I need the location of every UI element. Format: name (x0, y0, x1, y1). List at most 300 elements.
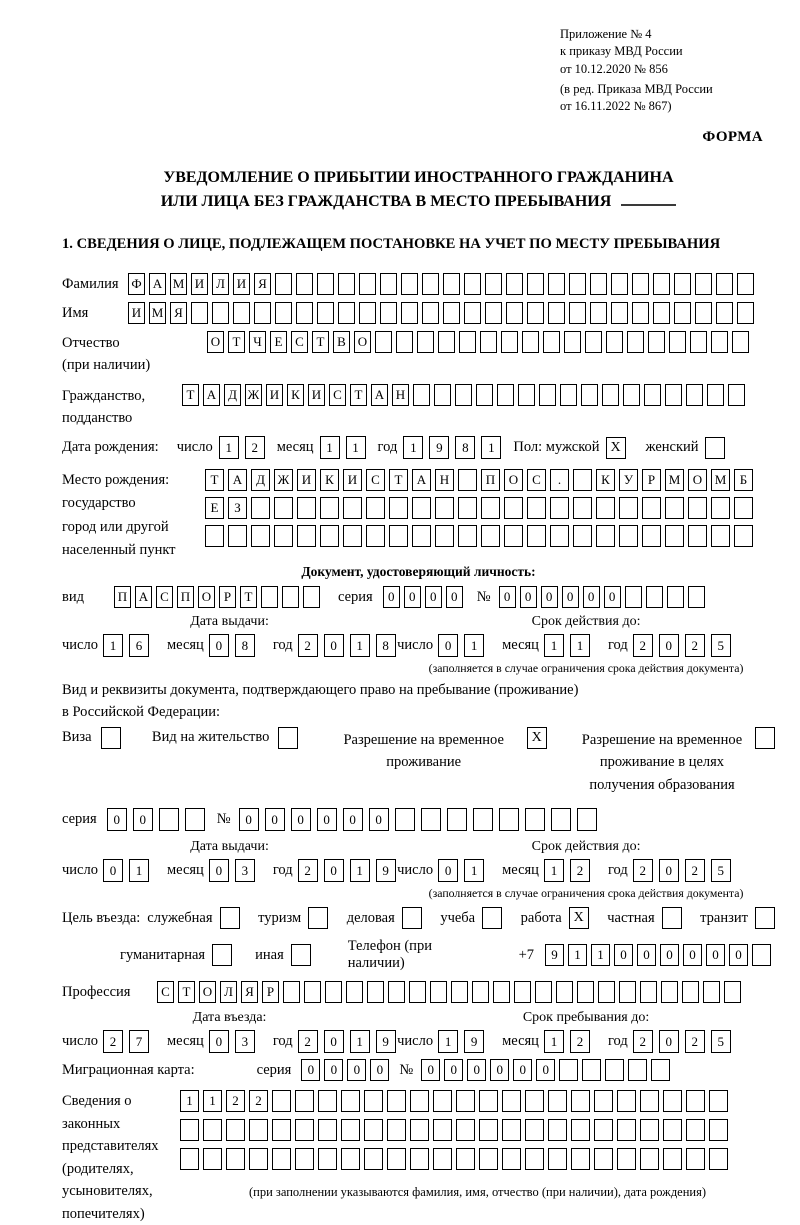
residence-doc-number-cells (239, 808, 603, 831)
char-cell: С (366, 469, 385, 491)
residence-doc-intro-1: Вид и реквизиты документа, подтверждающего право на пребывание (проживание) (62, 682, 579, 698)
birth-place-row-3 (205, 525, 757, 547)
char-cell (410, 1090, 429, 1112)
char-cell (648, 331, 665, 353)
char-cell (686, 384, 703, 406)
stay-month-cells (544, 1030, 596, 1053)
char-cell (387, 1148, 406, 1170)
char-cell (688, 525, 707, 547)
day-label: число (62, 1033, 98, 1050)
representatives-label-line6: попечителях) (62, 1205, 145, 1222)
year-label: год (607, 862, 628, 879)
char-cell: 0 (347, 1059, 366, 1081)
char-cell (499, 808, 519, 831)
option-residence-permit-label: Вид на жительство (151, 729, 270, 745)
char-cell: О (688, 469, 707, 491)
char-cell: В (333, 331, 350, 353)
stay-until-heading: Срок пребывания до: (522, 1010, 650, 1026)
char-cell: 0 (614, 944, 633, 966)
char-cell (602, 384, 619, 406)
char-cell (364, 1119, 383, 1141)
char-cell: 0 (541, 586, 558, 608)
given-name-cells (128, 302, 758, 324)
identity-expiry-day-cells (438, 634, 490, 657)
char-cell: 0 (404, 586, 421, 608)
char-cell: 1 (346, 436, 366, 459)
char-cell: А (149, 273, 166, 295)
char-cell: 1 (464, 859, 484, 882)
month-label: месяц (166, 637, 204, 653)
char-cell (447, 808, 467, 831)
char-cell (185, 808, 205, 831)
char-cell (525, 1119, 544, 1141)
char-cell (380, 273, 397, 295)
char-cell: 8 (455, 436, 475, 459)
char-cell (525, 808, 545, 831)
identity-doc-row (62, 586, 775, 608)
char-cell (317, 302, 334, 324)
migration-card-number-cells (421, 1059, 674, 1081)
appendix-line-2: к приказу МВД России (560, 44, 683, 59)
char-cell: М (665, 469, 684, 491)
birth-place-label-line2: государство (62, 495, 136, 512)
char-cell (667, 586, 684, 608)
identity-issue-row (62, 634, 397, 657)
purpose-other-label: иная (255, 946, 284, 963)
migration-card-row (62, 1059, 775, 1081)
purpose-study (440, 907, 502, 929)
char-cell: 1 (350, 634, 370, 657)
char-cell (304, 981, 321, 1003)
char-cell (409, 981, 426, 1003)
char-cell (375, 331, 392, 353)
char-cell: 0 (659, 1030, 679, 1053)
residence-issue-day-cells (103, 859, 155, 882)
char-cell (274, 497, 293, 519)
purpose-transit-checkbox (755, 907, 775, 929)
char-cell (479, 1148, 498, 1170)
year-label: год (272, 862, 293, 879)
char-cell (275, 302, 292, 324)
char-cell (433, 1090, 452, 1112)
char-cell (485, 302, 502, 324)
char-cell (716, 273, 733, 295)
residence-doc-intro-2: в Российской Федерации: (62, 704, 221, 720)
char-cell (389, 525, 408, 547)
char-cell (734, 497, 753, 519)
char-cell: 2 (245, 436, 265, 459)
char-cell (435, 497, 454, 519)
char-cell: 0 (467, 1059, 486, 1081)
char-cell (455, 384, 472, 406)
char-cell: 1 (180, 1090, 199, 1112)
char-cell: 0 (683, 944, 702, 966)
char-cell (632, 302, 649, 324)
appendix-header (560, 26, 775, 115)
char-cell (606, 331, 623, 353)
purpose-business-label: деловая (346, 909, 395, 926)
visit-purpose-row-2 (120, 938, 775, 972)
migration-card-label: Миграционная карта: (62, 1061, 195, 1078)
char-cell (625, 586, 642, 608)
char-cell (433, 1119, 452, 1141)
char-cell: 1 (568, 944, 587, 966)
sex-male-checkbox: X (606, 437, 626, 459)
residence-issue-year-cells (298, 859, 402, 882)
residence-expiry-month-cells (544, 859, 596, 882)
char-cell: Т (205, 469, 224, 491)
char-cell: С (329, 384, 346, 406)
surname-row (62, 273, 775, 295)
char-cell (522, 331, 539, 353)
char-cell (548, 273, 565, 295)
char-cell: 9 (376, 859, 396, 882)
char-cell (338, 273, 355, 295)
char-cell (438, 331, 455, 353)
char-cell: 0 (209, 1030, 229, 1053)
char-cell: 0 (324, 859, 344, 882)
phone-prefix: +7 (518, 946, 534, 963)
char-cell: Р (642, 469, 661, 491)
char-cell (443, 273, 460, 295)
char-cell: Р (262, 981, 279, 1003)
char-cell (325, 981, 342, 1003)
char-cell (317, 273, 334, 295)
char-cell: Ж (245, 384, 262, 406)
char-cell (320, 497, 339, 519)
residence-doc-series-label: серия (62, 811, 97, 828)
char-cell (711, 525, 730, 547)
char-cell: Д (251, 469, 270, 491)
char-cell: К (596, 469, 615, 491)
char-cell (663, 1148, 682, 1170)
option-visa-label: Виза (62, 729, 92, 745)
char-cell: 1 (129, 859, 149, 882)
char-cell (707, 384, 724, 406)
char-cell (663, 1119, 682, 1141)
char-cell (551, 808, 571, 831)
char-cell (709, 1119, 728, 1141)
char-cell (341, 1148, 360, 1170)
purpose-humanitarian-label: гуманитарная (120, 946, 206, 963)
char-cell: 2 (298, 1030, 318, 1053)
char-cell (632, 273, 649, 295)
purpose-humanitarian-checkbox (212, 944, 232, 966)
form-title-line-2 (62, 190, 775, 214)
sex-female-checkbox (705, 437, 725, 459)
char-cell: 0 (425, 586, 442, 608)
representatives-note: (при заполнении указываются фамилия, имя, отчество (при наличии), дата рождения) (248, 1185, 707, 1200)
char-cell: Я (241, 981, 258, 1003)
char-cell (695, 273, 712, 295)
char-cell: Л (212, 273, 229, 295)
purpose-other (255, 944, 311, 966)
char-cell: 0 (291, 808, 311, 831)
char-cell (703, 981, 720, 1003)
residence-doc-serial-row (62, 808, 775, 831)
char-cell (346, 981, 363, 1003)
purpose-private (607, 907, 681, 929)
option-temp-residence-checkbox: X (527, 727, 547, 749)
char-cell: 0 (583, 586, 600, 608)
representatives-label-line2: законных (62, 1115, 121, 1132)
char-cell (387, 1090, 406, 1112)
char-cell (504, 497, 523, 519)
char-cell: 2 (633, 1030, 653, 1053)
char-cell: Т (228, 331, 245, 353)
char-cell: И (297, 469, 316, 491)
representatives-label-line3: представителях (62, 1138, 159, 1155)
char-cell (251, 525, 270, 547)
birth-place-row-1 (205, 469, 757, 491)
char-cell (493, 981, 510, 1003)
char-cell (669, 331, 686, 353)
char-cell: 2 (685, 634, 705, 657)
char-cell (550, 525, 569, 547)
char-cell (728, 384, 745, 406)
char-cell (548, 1119, 567, 1141)
char-cell (205, 525, 224, 547)
given-name-row (62, 302, 775, 324)
char-cell (550, 497, 569, 519)
char-cell (464, 273, 481, 295)
char-cell (514, 981, 531, 1003)
day-label: число (62, 862, 98, 879)
char-cell (752, 944, 771, 966)
char-cell: 0 (133, 808, 153, 831)
char-cell (480, 331, 497, 353)
char-cell: О (198, 586, 215, 608)
char-cell: П (177, 586, 194, 608)
purpose-work (521, 907, 589, 929)
char-cell (661, 981, 678, 1003)
char-cell: О (354, 331, 371, 353)
birth-date-label: Дата рождения: (62, 439, 159, 456)
char-cell: 0 (324, 1030, 344, 1053)
residence-doc-options (62, 727, 775, 796)
representatives-row-1 (180, 1090, 732, 1112)
char-cell (695, 302, 712, 324)
char-cell: Я (170, 302, 187, 324)
birth-year-cells (403, 436, 507, 459)
surname-label: Фамилия (62, 276, 119, 293)
char-cell: К (287, 384, 304, 406)
char-cell (527, 273, 544, 295)
profession-cells (157, 981, 745, 1003)
birth-place-label-line1: Место рождения: (62, 472, 170, 489)
char-cell: Ф (128, 273, 145, 295)
char-cell (481, 497, 500, 519)
char-cell (716, 302, 733, 324)
option-temp-residence-education-label: Разрешение на временное проживание в целях получения образования (581, 732, 743, 793)
purpose-business (347, 907, 422, 929)
char-cell (261, 586, 278, 608)
char-cell: У (619, 469, 638, 491)
char-cell: 2 (298, 634, 318, 657)
char-cell: И (343, 469, 362, 491)
form-title (62, 166, 775, 214)
char-cell: 0 (301, 1059, 320, 1081)
char-cell: 1 (320, 436, 340, 459)
option-temp-residence-education (578, 727, 775, 796)
char-cell: П (481, 469, 500, 491)
char-cell (180, 1148, 199, 1170)
char-cell: И (266, 384, 283, 406)
identity-expiry-row (397, 634, 775, 657)
birth-place-label (62, 469, 205, 562)
char-cell (506, 273, 523, 295)
char-cell: 0 (324, 1059, 343, 1081)
char-cell (295, 1148, 314, 1170)
birth-place-block (62, 469, 775, 562)
char-cell (617, 1119, 636, 1141)
char-cell (159, 808, 179, 831)
char-cell: Б (734, 469, 753, 491)
purpose-tourism-label: туризм (258, 909, 302, 926)
char-cell (479, 1090, 498, 1112)
char-cell (596, 525, 615, 547)
sex-male-label: Пол: мужской (513, 439, 600, 456)
char-cell (203, 1148, 222, 1170)
char-cell: А (371, 384, 388, 406)
char-cell (422, 273, 439, 295)
amendment-line-1: (в ред. Приказа МВД России (560, 81, 713, 96)
char-cell: 8 (376, 634, 396, 657)
char-cell (395, 808, 415, 831)
char-cell: 9 (429, 436, 449, 459)
char-cell (458, 497, 477, 519)
char-cell (502, 1090, 521, 1112)
section1-heading: 1. СВЕДЕНИЯ О ЛИЦЕ, ПОДЛЕЖАЩЕМ ПОСТАНОВКЕ НА УЧЕТ ПО МЕСТУ ПРЕБЫВАНИЯ (62, 236, 721, 253)
char-cell (732, 331, 749, 353)
char-cell (628, 1059, 647, 1081)
char-cell (556, 981, 573, 1003)
char-cell: 0 (438, 634, 458, 657)
birth-place-label-line3: город или другой (62, 518, 169, 535)
char-cell: О (207, 331, 224, 353)
char-cell: Е (205, 497, 224, 519)
month-label: месяц (166, 862, 204, 879)
char-cell (627, 331, 644, 353)
purpose-tourism-checkbox (308, 907, 328, 929)
identity-expiry-group (397, 614, 775, 676)
char-cell (611, 273, 628, 295)
patronymic-label-line2: (при наличии) (62, 357, 151, 373)
char-cell: С (157, 981, 174, 1003)
char-cell (590, 273, 607, 295)
char-cell (485, 273, 502, 295)
option-temp-residence-education-checkbox (755, 727, 775, 749)
char-cell: А (135, 586, 152, 608)
char-cell (527, 497, 546, 519)
purpose-study-label: учеба (440, 909, 476, 926)
char-cell (456, 1148, 475, 1170)
amendment-note (560, 81, 775, 116)
char-cell: О (504, 469, 523, 491)
char-cell: 2 (226, 1090, 245, 1112)
char-cell (686, 1090, 705, 1112)
char-cell: 0 (520, 586, 537, 608)
char-cell (366, 525, 385, 547)
char-cell: 7 (129, 1030, 149, 1053)
char-cell (421, 808, 441, 831)
representatives-block (62, 1090, 775, 1225)
char-cell: 9 (545, 944, 564, 966)
year-label: год (607, 1033, 628, 1050)
option-temp-residence (330, 727, 547, 774)
char-cell (380, 302, 397, 324)
entry-date-row (62, 1030, 397, 1053)
surname-cells (128, 273, 758, 295)
char-cell: М (149, 302, 166, 324)
patronymic-label-line1: Отчество (62, 335, 120, 352)
char-cell: 9 (464, 1030, 484, 1053)
char-cell: 0 (317, 808, 337, 831)
char-cell: 1 (464, 634, 484, 657)
entry-date-heading: Дата въезда: (192, 1010, 267, 1026)
char-cell: 0 (265, 808, 285, 831)
residence-expiry-group (397, 839, 775, 901)
char-cell (274, 525, 293, 547)
char-cell (502, 1148, 521, 1170)
char-cell: 5 (711, 1030, 731, 1053)
phone-cells (545, 944, 775, 966)
char-cell (569, 302, 586, 324)
representatives-label-line1: Сведения о (62, 1093, 132, 1110)
char-cell: 2 (685, 1030, 705, 1053)
char-cell (254, 302, 271, 324)
char-cell (401, 273, 418, 295)
char-cell: Т (312, 331, 329, 353)
char-cell: С (291, 331, 308, 353)
char-cell (640, 981, 657, 1003)
citizenship-label-line2: подданство (62, 409, 133, 426)
char-cell (191, 302, 208, 324)
char-cell (422, 302, 439, 324)
representatives-label-line4: (родителях, (62, 1160, 134, 1177)
char-cell: 0 (729, 944, 748, 966)
char-cell (617, 1148, 636, 1170)
char-cell (594, 1119, 613, 1141)
birth-place-cells (205, 469, 775, 553)
char-cell: 1 (219, 436, 239, 459)
char-cell: 1 (544, 634, 564, 657)
char-cell (611, 302, 628, 324)
stay-until-row (397, 1030, 775, 1053)
entry-stay-dates (62, 1010, 775, 1053)
char-cell (577, 981, 594, 1003)
char-cell: . (550, 469, 569, 491)
char-cell (479, 1119, 498, 1141)
char-cell (665, 525, 684, 547)
purpose-private-label: частная (607, 909, 655, 926)
phone-label: Телефон (при наличии) (347, 938, 432, 972)
birth-day-cells (219, 436, 271, 459)
residence-expiry-heading: Срок действия до: (531, 839, 641, 855)
char-cell (560, 384, 577, 406)
char-cell (548, 302, 565, 324)
char-cell: 0 (637, 944, 656, 966)
char-cell (451, 981, 468, 1003)
char-cell: Ч (249, 331, 266, 353)
char-cell: Е (270, 331, 287, 353)
given-name-label: Имя (62, 305, 89, 322)
char-cell (272, 1119, 291, 1141)
char-cell (573, 525, 592, 547)
char-cell (180, 1119, 199, 1141)
option-temp-residence-label: Разрешение на временное проживание (343, 732, 504, 771)
residence-issue-group (62, 839, 397, 882)
